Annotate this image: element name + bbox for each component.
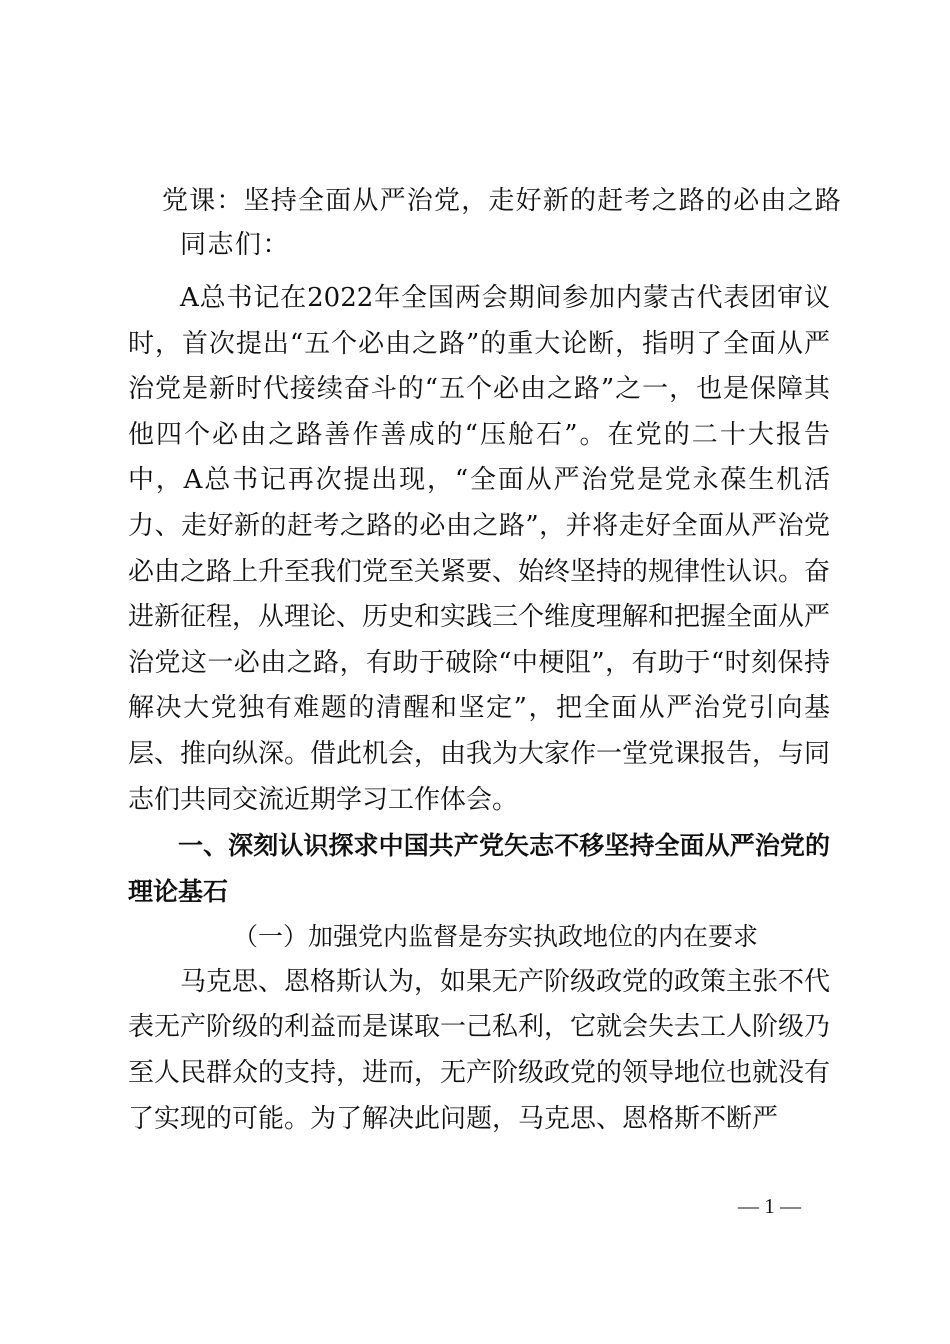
intro-block [128,276,830,823]
intro-paragraph: A总书记在2022年全国两会期间参加内蒙古代表团审议时，首次提出“五个必由之路”的重大论断，指明了全面从严治党是新时代接续奋斗的“五个必由之路”之一，也是保障其他四个必由之路善作善成的“压舱石”。在党的二十大报告中，A总书记再次提出现，“全面从严治党是党永葆生机活力、走好新的赶考之路的必由之路”，并将走好全面从严治党必由之路上升至我们党至关紧要、始终坚持的规律性认识。奋进新征程，从理论、历史和实践三个维度理解和把握全面从严治党这一必由之路，有助于破除“中梗阻”，有助于“时刻保持解决大党独有难题的清醒和坚定”，把全面从严治党引向基层、推向纵深。借此机会，由我为大家作一堂党课报告，与同志们共同交流近期学习工作体会。 [128,283,831,815]
section-1-block [128,823,830,1142]
subsection-1-heading: （一）加强党内监督是夯实执政地位的内在要求 [233,922,759,952]
greeting: 同志们： [180,230,291,260]
document-title: 党课：坚持全面从严治党，走好新的赶考之路的必由之路 [162,186,843,216]
page-number: — 1 — [738,1194,801,1218]
subsection-1-paragraph: 马克思、恩格斯认为，如果无产阶级政党的政策主张不代表无产阶级的利益而是谋取一己私利，它就会失去工人阶级乃至人民群众的支持，进而，无产阶级政党的领导地位也就没有了实现的可能。为了解决此问题，马克思、恩格斯不断严 [128,966,831,1134]
section-1-heading: 一、深刻认识探求中国共产党矢志不移坚持全面从严治党的理论基石 [128,831,830,906]
